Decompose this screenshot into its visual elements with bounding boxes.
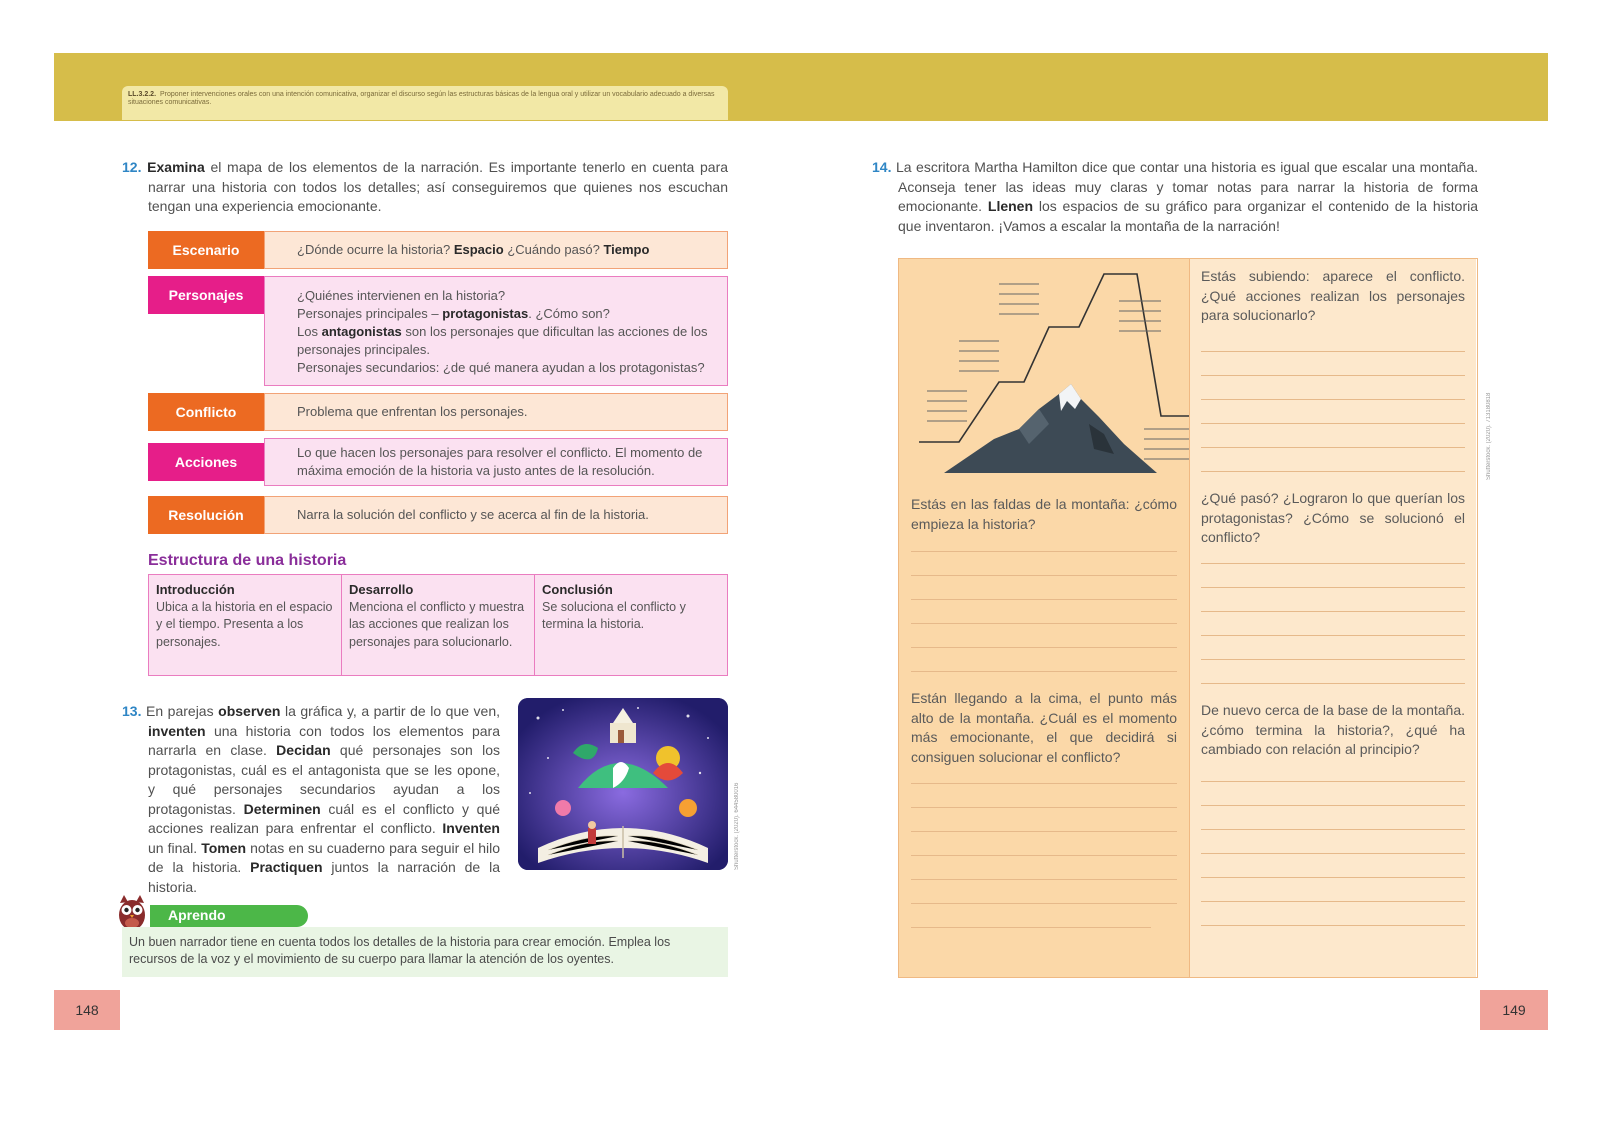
element-resolucion <box>148 496 728 534</box>
personajes-line3a: Los <box>297 324 318 339</box>
writing-line[interactable] <box>911 647 1177 648</box>
writing-line[interactable] <box>1201 683 1465 684</box>
writing-line[interactable] <box>1201 351 1465 352</box>
tag-acciones: Acciones <box>148 443 264 481</box>
ex13-t2: la gráfica y, a partir de lo que ven, <box>284 703 501 719</box>
ex13-b1: observen <box>218 703 281 719</box>
writing-line[interactable] <box>911 575 1177 576</box>
writing-line[interactable] <box>1201 587 1465 588</box>
ex13-t3: una historia con todos los elementos para narrarla en clase. <box>148 722 500 758</box>
aprendo-box: Un buen narrador tiene en cuenta todos los detalles de la historia para crear emoción. Emplea los recursos de la voz y el movimiento de su cuerpo para llamar la atención de los oyentes. <box>122 927 728 977</box>
ex13-t6: un final. <box>148 839 198 856</box>
tag-escenario: Escenario <box>148 231 264 269</box>
ex13-t8: juntos la narración de la historia. <box>148 859 500 895</box>
element-personajes <box>148 276 728 386</box>
ex13-t4: qué personajes son los protagonistas, cuál es el antagonista que se les opone, y qué personajes secundarios ayudan a los protagonistas. <box>148 742 500 817</box>
acciones-box: Lo que hacen los personajes para resolver el conflicto. El momento de máxima emoción de la historia va justo antes de la resolución. <box>264 438 728 486</box>
structure-col-conclusion <box>535 575 727 675</box>
writing-line[interactable] <box>1201 447 1465 448</box>
structure-text: Se soluciona el conflicto y termina la historia. <box>542 599 686 631</box>
personajes-line2c: . ¿Cómo son? <box>528 306 610 321</box>
conflicto-box: Problema que enfrentan los personajes. <box>264 393 728 431</box>
mountain-right-column <box>1189 259 1476 977</box>
tag-conflicto: Conflicto <box>148 393 264 431</box>
aprendo-label: Aprendo <box>150 905 308 927</box>
escenario-q1: ¿Dónde ocurre la historia? <box>297 242 451 257</box>
writing-line[interactable] <box>911 599 1177 600</box>
writing-line[interactable] <box>1201 805 1465 806</box>
personajes-line2b: protagonistas <box>442 306 529 321</box>
escenario-box <box>264 231 728 269</box>
structure-heading: Introducción <box>156 582 235 597</box>
writing-line[interactable] <box>911 623 1177 624</box>
prompt-foot: Estás en las faldas de la montaña: ¿cómo empieza la historia? <box>911 496 1177 532</box>
structure-table <box>148 574 728 676</box>
exercise-number: 13. <box>122 703 142 719</box>
writing-line[interactable] <box>911 831 1177 832</box>
owl-icon <box>114 893 150 931</box>
writing-line[interactable] <box>1201 611 1465 612</box>
writing-line[interactable] <box>1201 901 1465 902</box>
element-escenario <box>148 231 728 269</box>
writing-line[interactable] <box>1201 471 1465 472</box>
writing-line[interactable] <box>1201 635 1465 636</box>
structure-col-intro <box>149 575 342 675</box>
prompt-descent: De nuevo cerca de la base de la montaña. ¿cómo termina la historia?, ¿qué ha cambiado con relación al principio? <box>1201 702 1465 757</box>
ex13-t1: En parejas <box>146 703 214 719</box>
ex14-t1: La escritora Martha Hamilton dice que contar una historia es igual que escalar una montaña. Aconseja tener las ideas muy claras y tomar notas para narrar la historia de forma emocionante. <box>895 159 1478 214</box>
image-credit: Shutterstock. (2020). 713180818 <box>1486 392 1492 480</box>
structure-heading: Conclusión <box>542 582 613 597</box>
writing-line[interactable] <box>911 927 1151 928</box>
exercise-verb: Examina <box>147 159 205 175</box>
escenario-q2: ¿Cuándo pasó? <box>507 242 600 257</box>
writing-line[interactable] <box>1201 925 1465 926</box>
writing-line[interactable] <box>1201 563 1465 564</box>
ex13-b6: Tomen <box>201 839 247 856</box>
escenario-b2: Tiempo <box>603 242 650 257</box>
element-conflicto <box>148 393 728 431</box>
writing-line[interactable] <box>911 879 1177 880</box>
ex13-b4: Determinen <box>243 800 321 817</box>
story-mountain-diagram <box>899 259 1189 479</box>
page-number-right: 149 <box>1480 990 1548 1030</box>
story-mountain-organizer <box>898 258 1478 978</box>
structure-text: Ubica a la historia en el espacio y el tiempo. Presenta a los personajes. <box>156 599 333 649</box>
structure-text: Menciona el conflicto y muestra las acciones que realizan los personajes para solucionarlo. <box>349 599 525 649</box>
writing-line[interactable] <box>911 903 1177 904</box>
exercise-13 <box>122 702 500 897</box>
writing-line[interactable] <box>1201 659 1465 660</box>
standard-code: LL.3.2.2. <box>128 91 157 98</box>
structure-heading: Desarrollo <box>349 582 414 597</box>
ex13-b5: Inventen <box>442 820 500 836</box>
writing-line[interactable] <box>1201 423 1465 424</box>
standard-text: Proponer intervenciones orales con una intención comunicativa, organizar el discurso según las estructuras básicas de la lengua oral y utilizar un vocabulario adecuado a diversas situaciones comunicativas. <box>128 91 715 106</box>
writing-line[interactable] <box>1201 375 1465 376</box>
element-acciones <box>148 438 728 486</box>
prompt-peak: Están llegando a la cima, el punto más alto de la montaña. ¿Cuál es el momento más emocionante, el que decidirá si consiguen solucionar el conflicto? <box>911 690 1177 765</box>
page-number-left: 148 <box>54 990 120 1030</box>
writing-line[interactable] <box>1201 829 1465 830</box>
open-book-illustration <box>518 698 728 870</box>
writing-line[interactable] <box>1201 853 1465 854</box>
exercise-number: 14. <box>872 159 892 175</box>
exercise-number: 12. <box>122 159 142 175</box>
personajes-box <box>264 276 728 386</box>
writing-line[interactable] <box>1201 781 1465 782</box>
writing-line[interactable] <box>911 783 1177 784</box>
resolucion-box: Narra la solución del conflicto y se acerca al fin de la historia. <box>264 496 728 534</box>
personajes-line4: Personajes secundarios: ¿de qué manera ayudan a los protagonistas? <box>297 360 705 375</box>
exercise-14 <box>872 158 1478 236</box>
ex13-b3: Decidan <box>276 742 331 758</box>
personajes-line3c: son los personajes que dificultan las acciones de los personajes principales. <box>297 324 708 357</box>
escenario-b1: Espacio <box>453 242 504 257</box>
exercise-text: el mapa de los elementos de la narración. Es importante tenerlo en cuenta para narrar una historia con todos los detalles; así conseguiremos que quienes nos escuchan tengan una experiencia emocionante. <box>148 159 729 214</box>
curriculum-standard <box>122 86 728 120</box>
personajes-line3b: antagonistas <box>321 324 402 339</box>
prompt-climbing: Estás subiendo: aparece el conflicto. ¿Qué acciones realizan los personajes para solucionarlo? <box>1201 268 1465 323</box>
ex13-b2: inventen <box>148 722 206 739</box>
prompt-what-happened: ¿Qué pasó? ¿Lograron lo que querían los protagonistas? ¿Cómo se solucionó el conflicto? <box>1201 490 1465 545</box>
tag-resolucion: Resolución <box>148 496 264 534</box>
writing-line[interactable] <box>911 855 1177 856</box>
personajes-line3 <box>297 323 719 359</box>
ex13-t7: notas en su cuaderno para seguir el hilo de la historia. <box>148 839 500 875</box>
ex13-b7: Practiquen <box>250 859 323 875</box>
writing-line[interactable] <box>911 671 1177 672</box>
image-credit: Shutterstock. (2020). 644580016 <box>734 782 740 870</box>
tag-personajes: Personajes <box>148 276 264 314</box>
writing-line[interactable] <box>911 807 1177 808</box>
writing-line[interactable] <box>1201 877 1465 878</box>
personajes-line2a: Personajes principales – <box>297 306 439 321</box>
exercise-12 <box>122 158 728 217</box>
personajes-line2 <box>297 305 719 323</box>
structure-col-desarrollo <box>342 575 535 675</box>
structure-title: Estructura de una historia <box>148 552 347 569</box>
writing-line[interactable] <box>911 551 1177 552</box>
personajes-line1: ¿Quiénes intervienen en la historia? <box>297 288 506 303</box>
ex14-t2: los espacios de su gráfico para organizar el contenido de la historia que inventaron. ¡Vamos a escalar la montaña de la narración! <box>898 198 1479 234</box>
ex13-t5: cuál es el conflicto y qué acciones realizan para enfrentar el conflicto. <box>148 800 501 836</box>
ex14-b1: Llenen <box>987 198 1034 214</box>
writing-line[interactable] <box>1201 399 1465 400</box>
